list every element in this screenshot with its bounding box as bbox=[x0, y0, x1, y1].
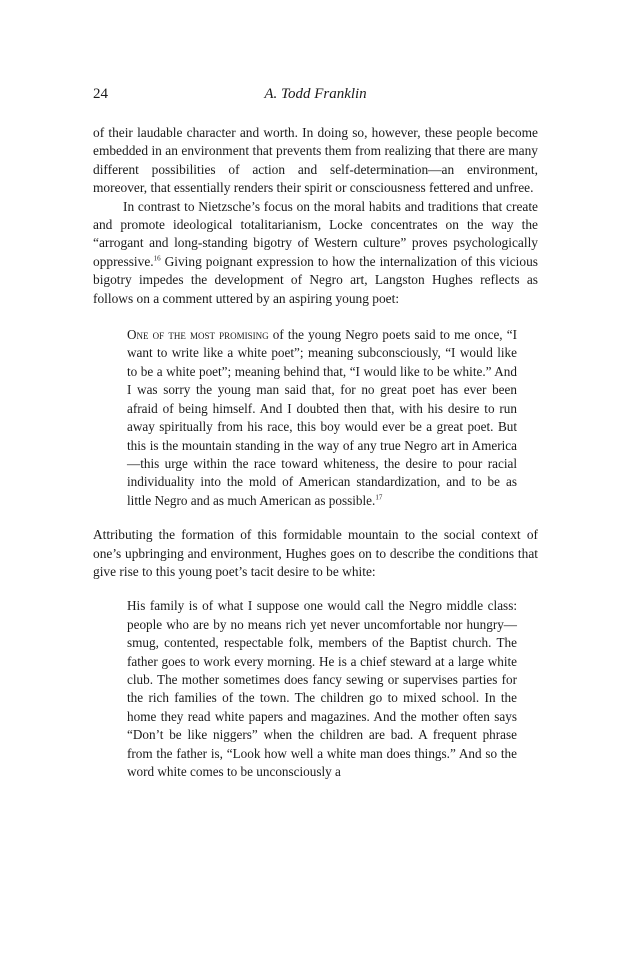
quote-lead-smallcaps: One of the most promising bbox=[127, 327, 269, 343]
running-head: A. Todd Franklin bbox=[264, 86, 367, 102]
block-quote-hughes-family: His family is of what I suppose one would call the Negro middle class: people who are by no means rich yet never uncomfortable nor hungry—smug, contented, respectable folk, members of the Baptist church. The father goes to work every morning. He is a chief steward at a large white club. The mother sometimes does fancy sewing or supervises parties for the rich families of the town. The children go to mixed school. In the home they read white papers and magazines. And the mother often says “Don’t be like niggers” when the children are bad. A frequent phrase from the father is, “Look how well a white man does things.” And so the word white comes to be unconsciously a bbox=[127, 598, 517, 779]
footnote-marker-17: 17 bbox=[375, 493, 383, 502]
block-quote-hughes-poet bbox=[127, 326, 517, 510]
paragraph-locke-nietzsche bbox=[93, 198, 538, 308]
paragraph-text-after-note: Giving poignant expression to how the internalization of this vicious bigotry impedes the development of Negro art, Langston Hughes reflects as follows on a comment uttered by an aspiring young poet: bbox=[93, 253, 538, 306]
quote-text: of the young Negro poets said to me once, “I want to write like a white poet”; meaning subconsciously, “I would like to be a white poet”; meaning behind that, “I would like to be white.” And I was sorry the young man said that, for no great poet has ever been afraid of being himself. And I doubted then that, with his desire to run away spiritually from his race, this boy would ever be a great poet. But this is the mountain standing in the way of any true Negro art in America—this urge within the race toward whiteness, the desire to pour racial individuality into the mold of American standardization, and to be as little Negro and as much American as possible. bbox=[127, 327, 517, 508]
footnote-marker-16: 16 bbox=[153, 254, 161, 263]
paragraph-text-before-note: In contrast to Nietzsche’s focus on the moral habits and traditions that create and promote ideological totalitarianism, Locke concentrates on the way the “arrogant and long-standing bigotry of Western culture” proves psychologically oppressive. bbox=[93, 198, 538, 269]
book-page bbox=[93, 86, 538, 797]
page-header bbox=[93, 86, 538, 106]
page-number: 24 bbox=[93, 86, 108, 102]
paragraph-bridge: Attributing the formation of this formidable mountain to the social context of one’s upbringing and environment, Hughes goes on to describe the conditions that give rise to this young poet’s tacit desire to be white: bbox=[93, 527, 538, 579]
paragraph-continued: of their laudable character and worth. In doing so, however, these people become embedded in an environment that prevents them from realizing that there are many different possibilities of action and self-determination—an environment, moreover, that essentially renders their spirit or consciousness fettered and unfree. bbox=[93, 125, 538, 196]
